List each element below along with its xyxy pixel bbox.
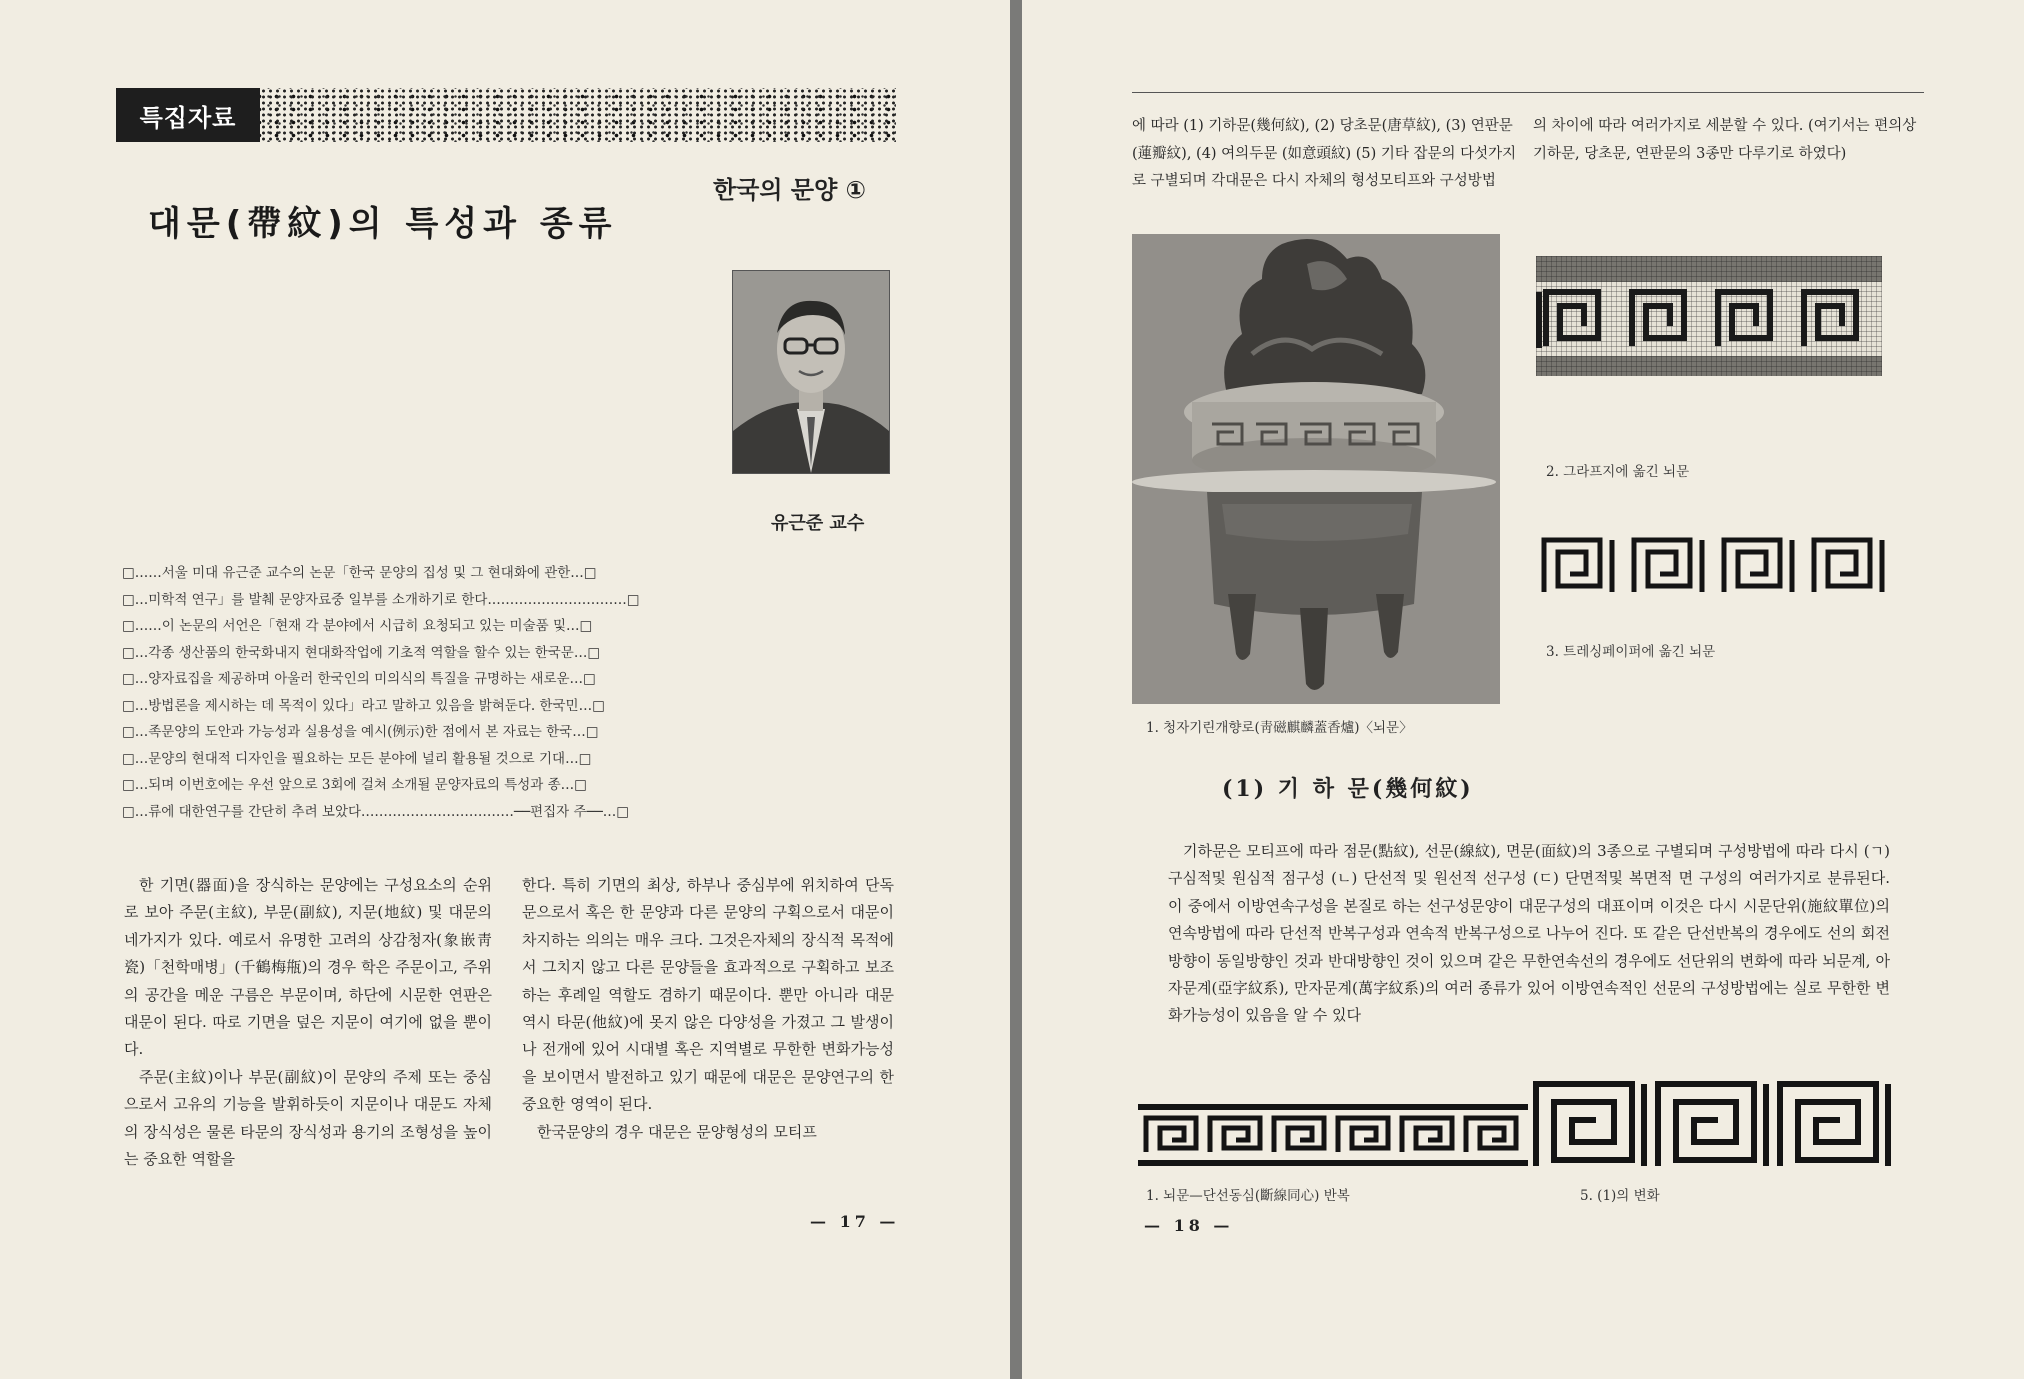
caption-tracing: 3. 트레싱페이퍼에 옮긴 뇌문 [1546,644,1716,660]
tracing-fret-image [1540,534,1896,594]
incense-burner-image [1132,234,1500,704]
speckle-banner [260,88,896,142]
variation-fret-pattern [1532,1080,1904,1170]
editor-note-line: □…미학적 연구」를 발췌 문양자료중 일부를 소개하기로 한다.…………………………□ [122,591,640,608]
paragraph: 한 기면(器面)을 장식하는 문양에는 구성요소의 순위로 보아 주문(主紋), 부문(副紋), 지문(地紋) 및 대문의 네가지가 있다. 예로서 유명한 고려의 상감청자(象嵌靑瓷)「천학매병」(千鶴梅甁)의 경우 학은 주문이고, 주위의 공간을 메운 구름은 부문이며, 하단에 시문한 연판은 대문이 된다. 따로 기면을 덮은 지문이 여기에 없을 뿐이다. [124,876,492,1059]
editor-note-line: □……이 논문의 서언은「현재 각 분야에서 시급히 요청되고 있는 미술품 및…□ [122,618,593,634]
page-number: — 17 — [810,1212,900,1231]
caption-band: 1. 뇌문—단선동심(斷線同心) 반복 [1146,1188,1350,1204]
editor-note-line: □……서울 미대 유근준 교수의 논문「한국 문양의 집성 및 그 현대화에 관한…□ [122,565,597,581]
caption-graph: 2. 그라프지에 옮긴 뇌문 [1546,464,1690,480]
editor-note-line: □…되며 이번호에는 우선 앞으로 3회에 걸쳐 소개될 문양자료의 특성과 종…□ [122,777,587,793]
author-portrait-image [733,271,889,473]
graph-fret-image [1536,256,1882,376]
page-number: — 18 — [1144,1216,1234,1235]
incense-burner-photo [1132,234,1500,704]
author-name: 유근준 교수 [771,513,865,534]
editor-note [122,560,706,825]
right-page [1022,0,2024,1379]
feature-tag: 특집자료 [116,88,260,142]
tracing-fret-pattern [1540,534,1896,594]
series-title: 한국의 문양 ① [713,176,866,204]
caption-photo: 1. 청자기린개향로(靑磁麒麟蓋香爐)〈뇌문〉 [1146,720,1413,736]
editor-note-line: □…양자료집을 제공하며 아울러 한국인의 미의식의 특질을 규명하는 새로운…□ [122,671,596,687]
editor-note-line: □…각종 생산품의 한국화내지 현대화작업에 기초적 역할을 할수 있는 한국문…□ [122,644,601,661]
left-page [0,0,1010,1379]
top-column-2 [1533,113,1929,168]
graph-paper-fret-pattern [1536,256,1882,376]
paragraph: 기하문은 모티프에 따라 점문(點紋), 선문(線紋), 면문(面紋)의 3종으로 구별되며 구성방법에 따라 다시 (ㄱ) 구심적및 원심적 점구성 (ㄴ) 단선적 및 원선적 선구성 (ㄷ) 단면적및 복면적 면 구성의 여러가지로 분류된다. 이 중에서 이방연속구성을 본질로 하는 선구성문양이 대문구성의 대표이며 이것은 다시 시문단위(施紋單位)의 연속방법에 따라 단선적 반복구성과 연속적 반복구성으로 나누어 진다. 또 같은 단선반복의 경우에도 선의 회전방향이 동일방향인 것과 반대방향인 것이 있으며 같은 무한연속선의 경우에도 선단위의 변화에 따라 뇌문계, 아자문계(亞字紋系), 만자문계(萬字紋系)의 여러 종류가 있어 이방연속적인 선문의 구성방법에는 실로 무한한 변화가능성이 있음을 알 수 있다 [1168,842,1890,1025]
variation-fret-image [1532,1080,1904,1170]
article-title: 대문(帶紋)의 특성과 종류 [148,204,618,244]
top-column-1 [1132,113,1525,196]
top-rule [1132,92,1924,93]
editor-note-line: □…방법론을 제시하는 데 목적이 있다」라고 말하고 있음을 밝혀둔다. 한국민…□ [122,697,605,714]
meander-band-pattern [1138,1104,1528,1166]
paragraph: 에 따라 (1) 기하문(幾何紋), (2) 당초문(唐草紋), (3) 연판문(蓮瓣紋), (4) 여의두문 (如意頭紋) (5) 기타 잡문의 다섯가지로 구별되며 각대문은 다시 자체의 형성모티프와 구성방법 [1132,118,1517,189]
author-photo [732,270,890,474]
body-column-1 [124,872,492,1173]
body-column-2 [522,872,894,1146]
paragraph: 의 차이에 따라 여러가지로 세분할 수 있다. (여기서는 편의상 기하문, 당초문, 연판문의 3종만 다루기로 하였다) [1533,118,1917,162]
paragraph: 한국문양의 경우 대문은 문양형성의 모티프 [537,1122,817,1141]
editor-note-line: □…문양의 현대적 디자인을 필요하는 모든 분야에 널리 활용될 것으로 기대…□ [122,750,592,767]
paragraph: 주문(主紋)이나 부문(副紋)이 문양의 주제 또는 중심으로서 고유의 기능을 발휘하듯이 지문이나 대문도 자체의 장식성은 물론 타문의 장식성과 용기의 조형성을 높이는 중요한 역할을 [124,1067,492,1169]
caption-variation: 5. (1)의 변화 [1580,1188,1660,1204]
editor-note-line: □…족문양의 도안과 가능성과 실용성을 예시(例示)한 점에서 본 자료는 한국…□ [122,724,599,740]
meander-band-image [1138,1104,1528,1166]
body-text [1168,838,1890,1030]
paragraph: 한다. 특히 기면의 최상, 하부나 중심부에 위치하여 단독문으로서 혹은 한 문양과 다른 문양의 구획으로서 대문이 차지하는 의의는 매우 크다. 그것은자체의 장식적 목적에서 그치지 않고 다른 문양들을 효과적으로 구획하고 보조하는 후례일 역할도 겸하기 때문이다. 뿐만 아니라 대문 역시 타문(他紋)에 못지 않은 다양성을 가졌고 그 발생이나 전개에 있어 시대별 혹은 지역별로 무한한 변화가능성을 보이면서 발전하고 있기 때문에 대문은 문양연구의 한 중요한 영역이 된다. [522,876,894,1114]
section-heading: (1) 기 하 문(幾何紋) [1222,776,1474,802]
editor-note-line: □…류에 대한연구를 간단히 추려 보았다.……………………………──편집자 주──…□ [122,803,630,820]
